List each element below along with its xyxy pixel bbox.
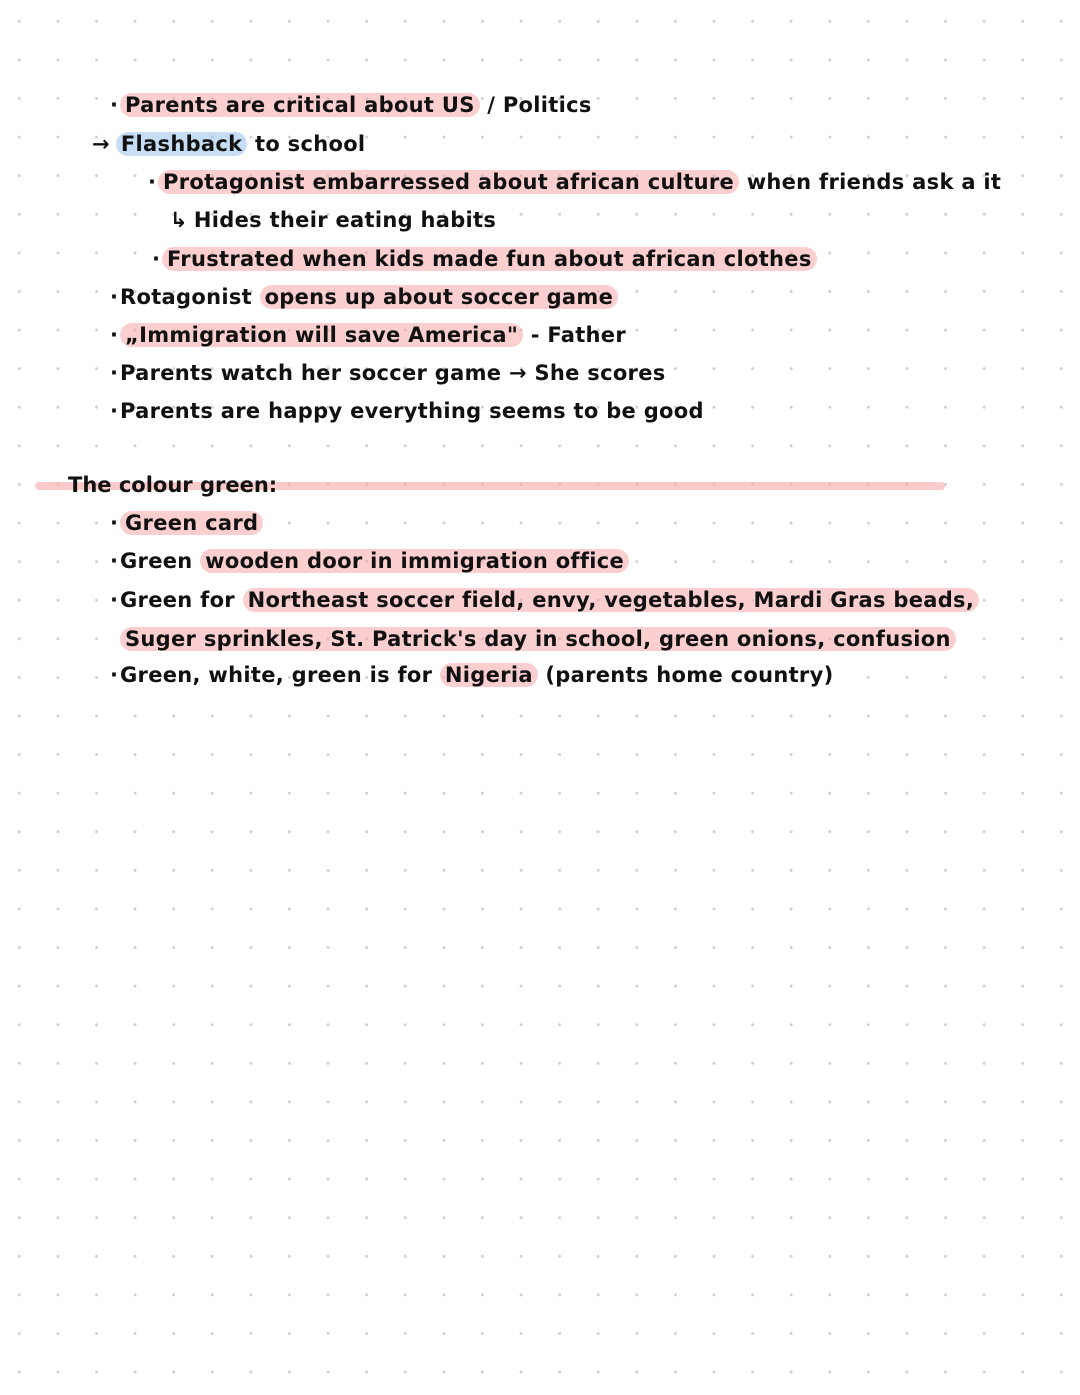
bullet: · [110, 361, 119, 385]
bullet: · [152, 247, 161, 271]
note-line-green-card [110, 508, 263, 538]
bullet: · [110, 285, 119, 309]
bullet: · [110, 549, 119, 573]
bullet: · [148, 170, 157, 194]
plain-text: Green [120, 549, 201, 573]
bullet: · [110, 399, 119, 423]
highlight-text: Nigeria [440, 663, 538, 687]
plain-text: Rotagonist [120, 285, 260, 309]
note-line-immigration-quote [110, 320, 626, 350]
arrow-right-icon: → [92, 132, 110, 156]
plain-text: - Father [523, 323, 626, 347]
plain-text: Hides their eating habits [193, 208, 497, 232]
bullet: · [110, 323, 119, 347]
bullet: · [110, 663, 119, 687]
highlight-text: wooden door in immigration office [200, 549, 629, 573]
bullet: · [110, 588, 119, 612]
plain-text: (parents home country) [537, 663, 834, 687]
note-line-green-for [110, 585, 979, 615]
plain-text: to school [247, 132, 366, 156]
note-line-flashback [92, 129, 365, 159]
arrow-return-icon: ↳ [170, 208, 188, 232]
plain-text: Parents watch her soccer game → She scores [120, 361, 666, 385]
highlight-text: Flashback [116, 132, 247, 156]
plain-text: Green, white, green is for [120, 663, 440, 687]
plain-text: when friends ask a it [739, 170, 1002, 194]
highlight-text: Protagonist embarressed about african culture [158, 170, 739, 194]
plain-text: Parents are happy everything seems to be good [120, 399, 704, 423]
plain-text: Green for [120, 588, 243, 612]
note-line-hides-eating-habits [170, 205, 496, 235]
highlight-text: „Immigration will save America" [120, 323, 523, 347]
highlight-text: Parents are critical about US [120, 93, 480, 117]
note-line-nigeria [110, 660, 833, 690]
bullet: · [110, 93, 119, 117]
highlight-text: Suger sprinkles, St. Patrick's day in school, green onions, confusion [120, 627, 956, 651]
note-line-parents-happy [110, 396, 704, 426]
highlight-text: Northeast soccer field, envy, vegetables, Mardi Gras beads, [243, 588, 980, 612]
note-line-parents-critical [110, 90, 592, 120]
plain-text: / Politics [479, 93, 592, 117]
highlight-text: Green card [120, 511, 263, 535]
note-line-frustrated [152, 244, 817, 274]
bullet: · [110, 511, 119, 535]
section-heading: The colour green: [68, 473, 278, 497]
note-line-soccer-game [110, 358, 666, 388]
note-line-wooden-door [110, 546, 629, 576]
note-line-protagonist-embarrassed [148, 167, 1001, 197]
note-line-opens-up [110, 282, 618, 312]
note-line-sprinkles [120, 624, 956, 654]
highlight-text: Frustrated when kids made fun about african clothes [162, 247, 817, 271]
highlight-text: opens up about soccer game [260, 285, 619, 309]
